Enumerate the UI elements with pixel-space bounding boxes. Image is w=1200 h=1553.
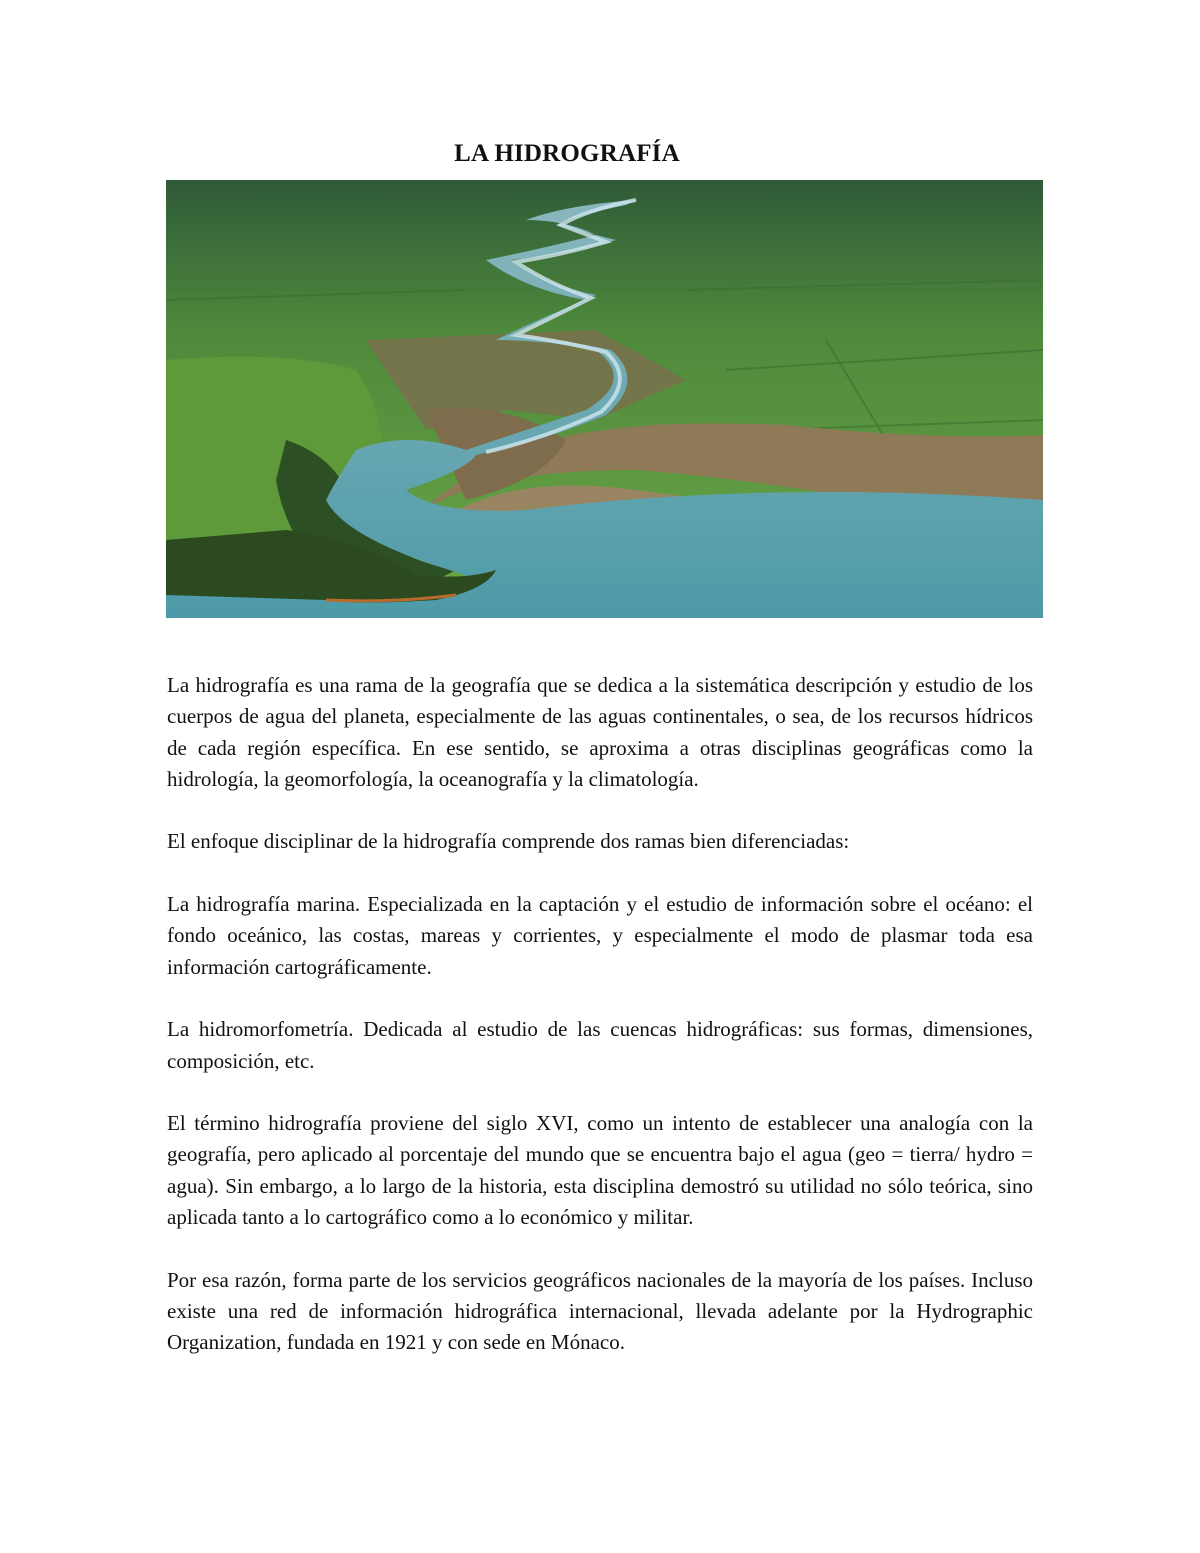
paragraph-marine-hydrography: La hidrografía marina. Especializada en la captación y el estudio de información sobre el océano: el fondo oceánico, las costas, mareas y corrientes, y especialmente el modo de plasmar toda esa información cartográficamente. [167, 892, 1033, 979]
paragraph-hydromorphometry: La hidromorfometría. Dedicada al estudio de las cuencas hidrográficas: sus formas, dimensiones, composición, etc. [167, 1017, 1033, 1073]
body-text [167, 670, 1033, 1390]
paragraph-branches-intro: El enfoque disciplinar de la hidrografía comprende dos ramas bien diferenciadas: [167, 829, 850, 854]
paragraph-term-origin: El término hidrografía proviene del siglo XVI, como un intento de establecer una analogía con la geografía, pero aplicado al porcentaje del mundo que se encuentra bajo el agua (geo = tierra/ hydro = agua). Sin embargo, a lo largo de la historia, esta disciplina demostró su utilidad no sólo teórica, sino aplicada tanto a lo cartográfico como a lo económico y militar. [167, 1111, 1033, 1230]
page-title: LA HIDROGRAFÍA [454, 140, 680, 167]
river-landscape-icon [166, 180, 1043, 618]
paragraph-definition: La hidrografía es una rama de la geografía que se dedica a la sistemática descripción y estudio de los cuerpos de agua del planeta, especialmente de las aguas continentales, o sea, de los recursos hídricos de cada región específica. En ese sentido, se aproxima a otras disciplinas geográficas como la hidrología, la geomorfología, la oceanografía y la climatología. [167, 673, 1033, 791]
paragraph-international-organization: Por esa razón, forma parte de los servicios geográficos nacionales de la mayoría de los países. Incluso existe una red de información hidrográfica internacional, llevada adelante por la Hydrographic Organization, fundada en 1921 y con sede en Mónaco. [167, 1267, 1033, 1355]
river-landscape-photo [166, 180, 1043, 618]
